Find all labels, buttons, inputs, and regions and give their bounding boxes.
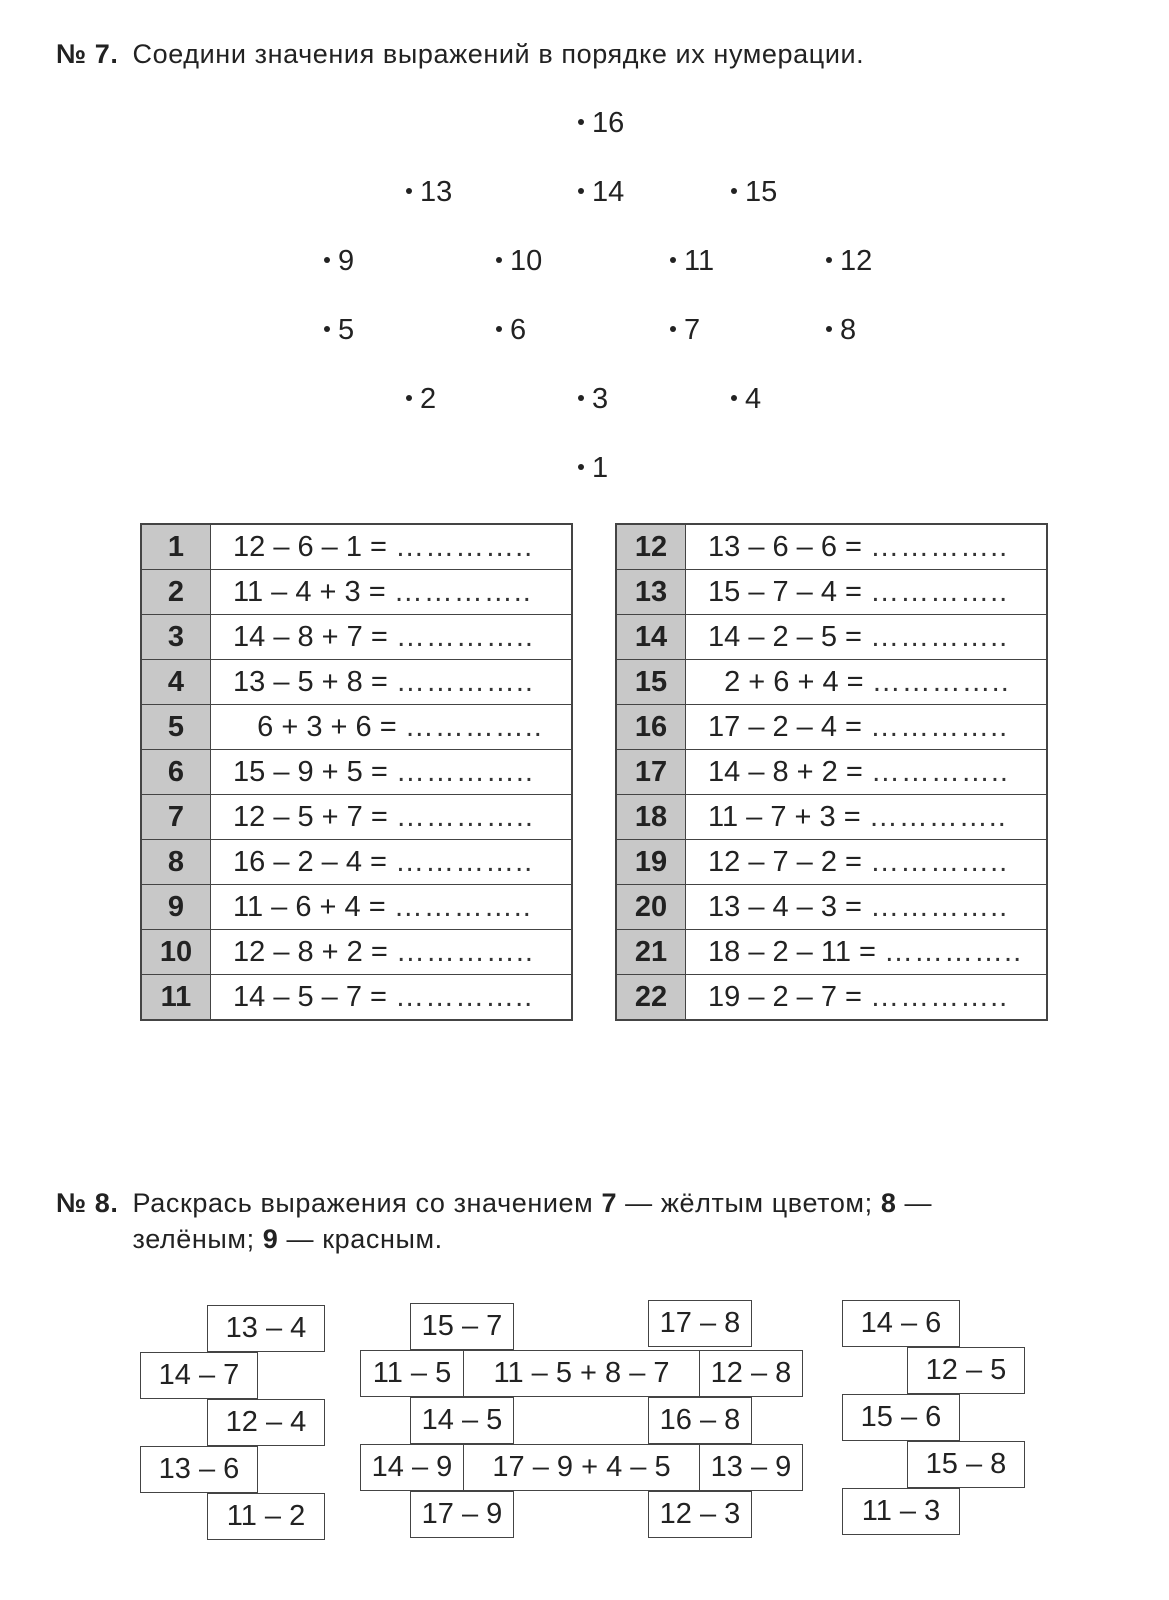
task7-heading (56, 36, 864, 72)
dot-point: 6 (496, 314, 526, 346)
row-number: 10 (141, 930, 211, 975)
table-row (141, 840, 572, 885)
table-row (616, 524, 1047, 570)
expression-cell[interactable]: 12 – 6 – 1 = ………….. (211, 524, 573, 570)
table-row (616, 975, 1047, 1021)
expression-box[interactable]: 13 – 4 (207, 1305, 325, 1352)
table-row (141, 885, 572, 930)
expression-cell[interactable]: 13 – 5 + 8 = ………….. (211, 660, 573, 705)
expression-cell[interactable]: 11 – 7 + 3 = ………….. (686, 795, 1048, 840)
table-row (141, 615, 572, 660)
expression-box[interactable]: 12 – 8 (699, 1350, 803, 1397)
expression-cell[interactable]: 15 – 7 – 4 = ………….. (686, 570, 1048, 615)
expression-cell[interactable]: 12 – 7 – 2 = ………….. (686, 840, 1048, 885)
expression-box[interactable]: 14 – 7 (140, 1352, 258, 1399)
table-row (141, 795, 572, 840)
dot-point: 16 (578, 107, 624, 139)
expression-box[interactable]: 15 – 8 (907, 1441, 1025, 1488)
expression-cell[interactable]: 18 – 2 – 11 = ………….. (686, 930, 1048, 975)
task7-number: № 7. (56, 39, 119, 69)
expression-cell[interactable]: 15 – 9 + 5 = ………….. (211, 750, 573, 795)
expression-box[interactable]: 17 – 8 (648, 1300, 752, 1347)
table-row (141, 975, 572, 1021)
expression-box[interactable]: 17 – 9 + 4 – 5 (463, 1444, 700, 1491)
row-number: 8 (141, 840, 211, 885)
row-number: 11 (141, 975, 211, 1021)
row-number: 9 (141, 885, 211, 930)
row-number: 2 (141, 570, 211, 615)
expression-box[interactable]: 17 – 9 (410, 1491, 514, 1538)
table-row (141, 705, 572, 750)
expression-cell[interactable]: 14 – 2 – 5 = ………….. (686, 615, 1048, 660)
row-number: 12 (616, 524, 686, 570)
expression-cell[interactable]: 14 – 5 – 7 = ………….. (211, 975, 573, 1021)
expression-box[interactable]: 12 – 3 (648, 1491, 752, 1538)
dot-point: 11 (670, 245, 714, 277)
expression-box[interactable]: 11 – 2 (207, 1493, 325, 1540)
expression-box[interactable]: 14 – 6 (842, 1300, 960, 1347)
expression-cell[interactable]: 6 + 3 + 6 = ………….. (211, 705, 573, 750)
dot-point: 1 (578, 452, 608, 484)
row-number: 22 (616, 975, 686, 1021)
table-row (141, 660, 572, 705)
expression-cell[interactable]: 14 – 8 + 2 = ………….. (686, 750, 1048, 795)
expression-cell[interactable]: 14 – 8 + 7 = ………….. (211, 615, 573, 660)
task7-instruction: Соедини значения выражений в порядке их нумерации. (132, 39, 865, 69)
row-number: 6 (141, 750, 211, 795)
expression-box[interactable]: 13 – 9 (699, 1444, 803, 1491)
dot-point: 7 (670, 314, 700, 346)
task8-heading (56, 1185, 1136, 1257)
expression-box[interactable]: 15 – 7 (410, 1303, 514, 1350)
expression-box[interactable]: 14 – 9 (360, 1444, 464, 1491)
expressions-table-left (140, 523, 573, 1021)
table-row (616, 660, 1047, 705)
expression-cell[interactable]: 17 – 2 – 4 = ………….. (686, 705, 1048, 750)
dot-point: 2 (406, 383, 436, 415)
table-row (616, 930, 1047, 975)
table-row (616, 795, 1047, 840)
table-row (616, 570, 1047, 615)
expressions-table-right (615, 523, 1048, 1021)
expression-cell[interactable]: 11 – 4 + 3 = ………….. (211, 570, 573, 615)
row-number: 16 (616, 705, 686, 750)
expression-box[interactable]: 12 – 4 (207, 1399, 325, 1446)
row-number: 17 (616, 750, 686, 795)
dot-point: 5 (324, 314, 354, 346)
table-row (616, 885, 1047, 930)
dot-point: 13 (406, 176, 452, 208)
dot-point: 10 (496, 245, 542, 277)
task8-instruction: Раскрась выражения со значением 7 — жёлтым цветом; 8 — зелёным; 9 — красным. (132, 1188, 933, 1254)
table-row (141, 930, 572, 975)
row-number: 21 (616, 930, 686, 975)
expression-box[interactable]: 15 – 6 (842, 1394, 960, 1441)
dot-point: 14 (578, 176, 624, 208)
expression-box[interactable]: 11 – 5 + 8 – 7 (463, 1350, 700, 1397)
expression-box[interactable]: 12 – 5 (907, 1347, 1025, 1394)
table-row (616, 615, 1047, 660)
table-row (616, 750, 1047, 795)
expression-cell[interactable]: 12 – 8 + 2 = ………….. (211, 930, 573, 975)
dot-point: 4 (731, 383, 761, 415)
expression-cell[interactable]: 12 – 5 + 7 = ………….. (211, 795, 573, 840)
dot-point: 12 (826, 245, 872, 277)
dot-point: 3 (578, 383, 608, 415)
task8-number: № 8. (56, 1188, 119, 1218)
table-row (141, 524, 572, 570)
expression-box[interactable]: 11 – 3 (842, 1488, 960, 1535)
expression-box[interactable]: 14 – 5 (410, 1397, 514, 1444)
table-row (141, 570, 572, 615)
expression-box[interactable]: 11 – 5 (360, 1350, 464, 1397)
expression-box[interactable]: 16 – 8 (648, 1397, 752, 1444)
row-number: 7 (141, 795, 211, 840)
dot-point: 15 (731, 176, 777, 208)
row-number: 3 (141, 615, 211, 660)
expression-cell[interactable]: 16 – 2 – 4 = ………….. (211, 840, 573, 885)
table-row (141, 750, 572, 795)
expression-cell[interactable]: 19 – 2 – 7 = ………….. (686, 975, 1048, 1021)
expression-cell[interactable]: 2 + 6 + 4 = ………….. (686, 660, 1048, 705)
expression-cell[interactable]: 13 – 4 – 3 = ………….. (686, 885, 1048, 930)
table-row (616, 705, 1047, 750)
expression-box[interactable]: 13 – 6 (140, 1446, 258, 1493)
row-number: 14 (616, 615, 686, 660)
row-number: 18 (616, 795, 686, 840)
table-row (616, 840, 1047, 885)
row-number: 4 (141, 660, 211, 705)
expression-cell[interactable]: 11 – 6 + 4 = ………….. (211, 885, 573, 930)
row-number: 19 (616, 840, 686, 885)
row-number: 15 (616, 660, 686, 705)
dot-point: 8 (826, 314, 856, 346)
row-number: 1 (141, 524, 211, 570)
dot-point: 9 (324, 245, 354, 277)
row-number: 5 (141, 705, 211, 750)
row-number: 13 (616, 570, 686, 615)
row-number: 20 (616, 885, 686, 930)
expression-cell[interactable]: 13 – 6 – 6 = ………….. (686, 524, 1048, 570)
